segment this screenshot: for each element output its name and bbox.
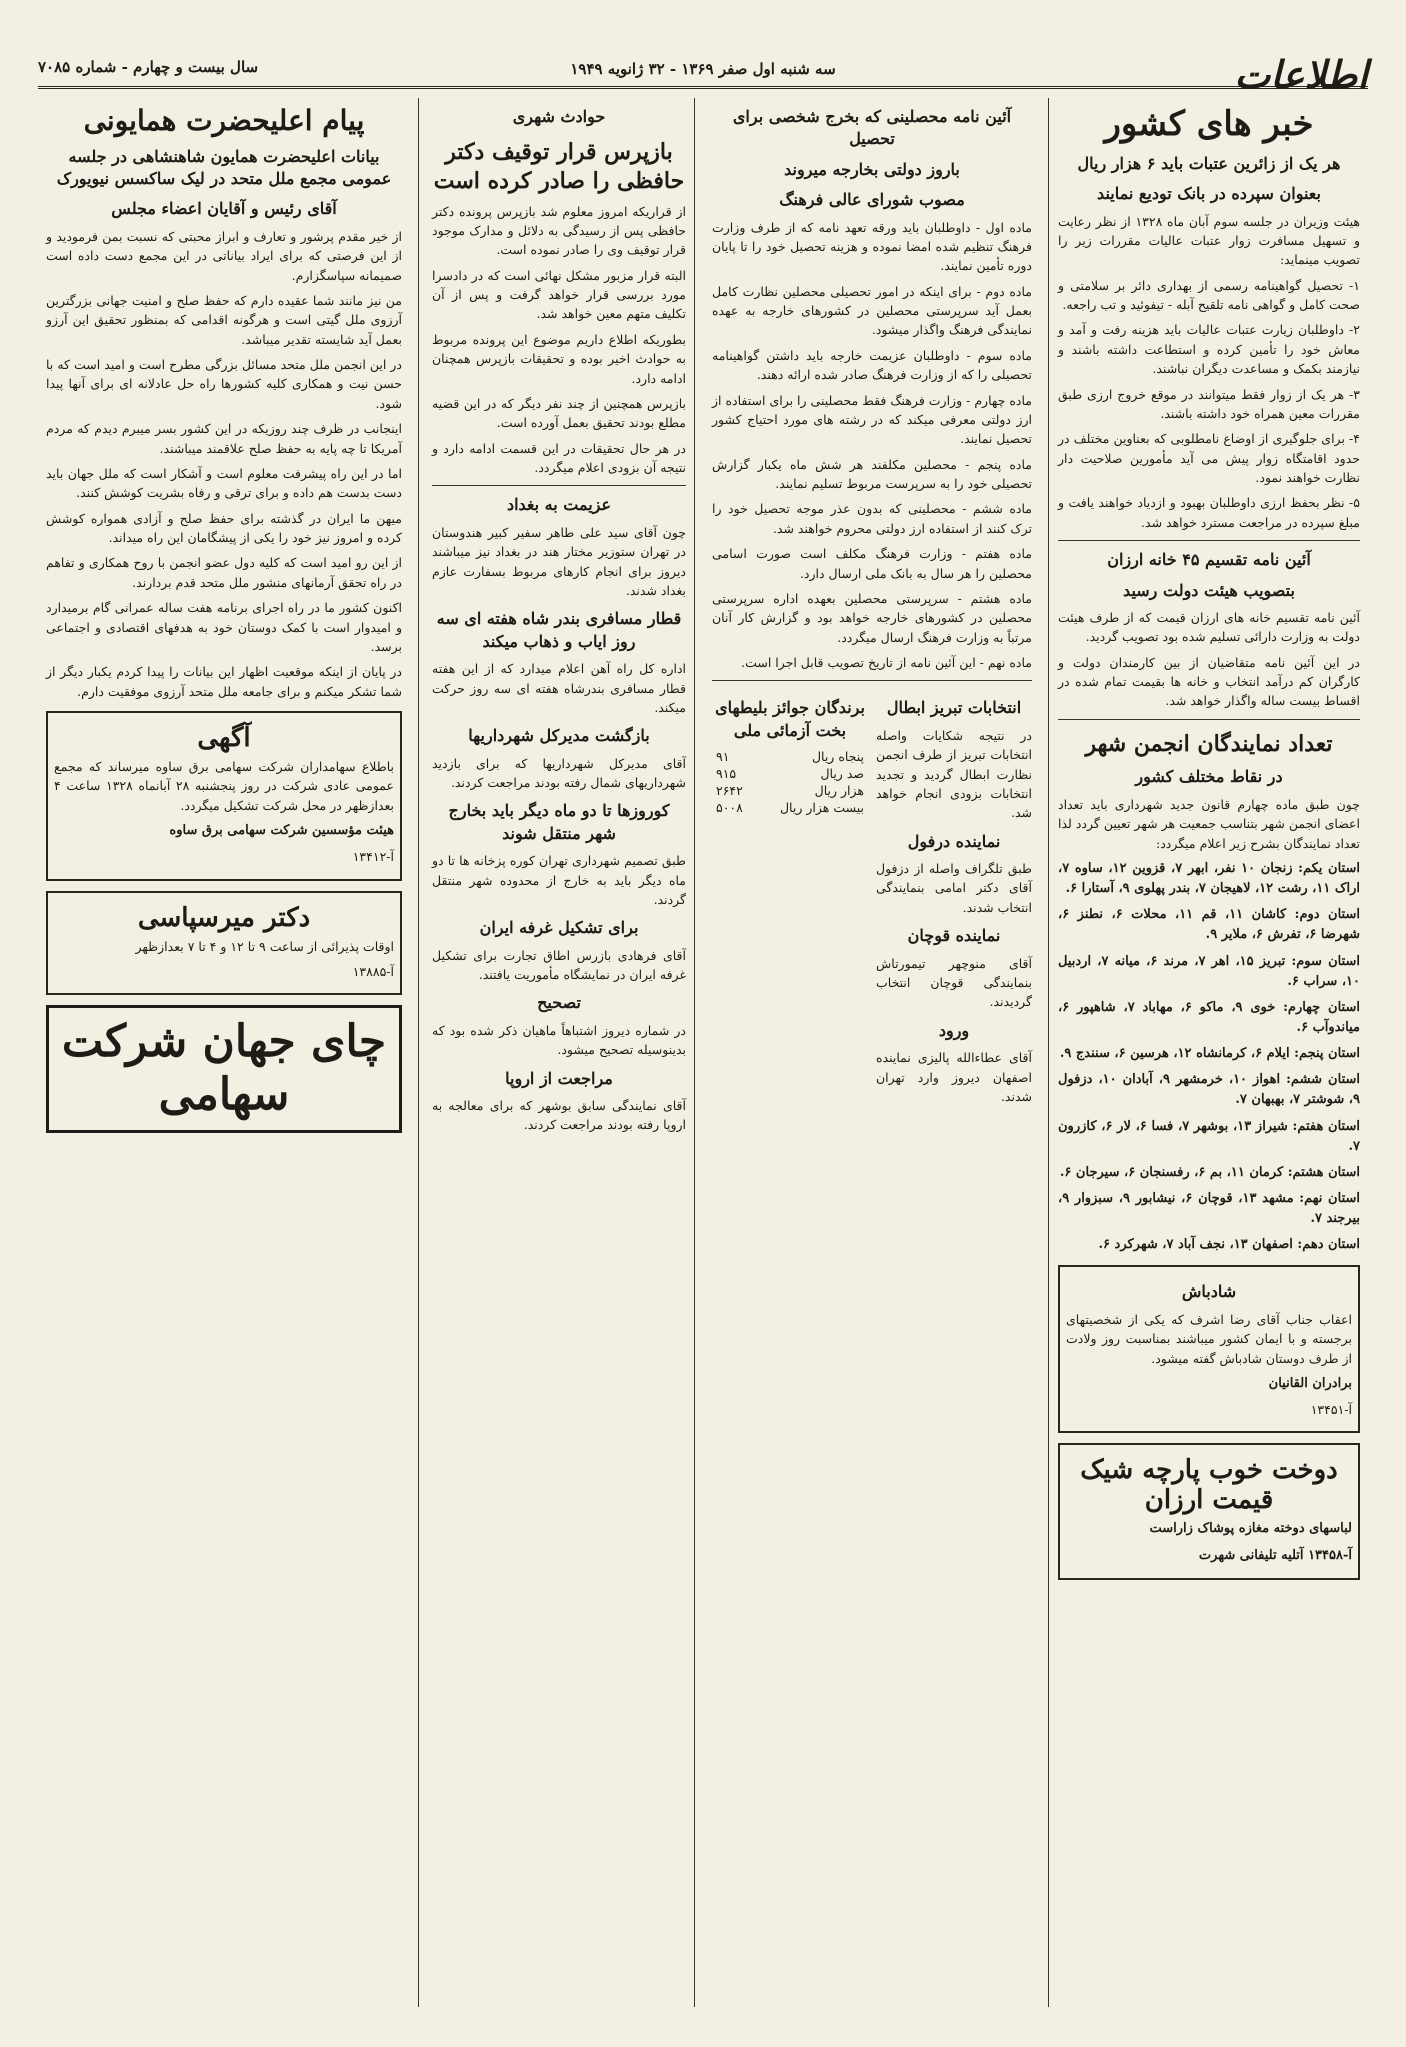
province-list: استان چهارم: خوی ۹، ماکو ۶، مهاباد ۷، شاهپور ۶، میاندوآب ۶. [1058, 999, 1360, 1035]
headline-housing-2: بتصویب هیئت دولت رسید [1123, 580, 1295, 600]
article-paragraph: چون طبق ماده چهارم قانون جدید شهرداری باید تعداد اعضای انجمن شهر بتناسب جمعیت هر شهر تعیین گردد لذا تعداد نمایندگان بشرح زیر اعلام میگردد: [1058, 796, 1360, 851]
column-national-news [1050, 98, 1368, 2007]
article-paragraph: میهن ما ایران در گذشته برای حفظ صلح و آزادی همواره کوشش کرده و امروز نیز خود را یکی از پیشگامان این راه میداند. [46, 510, 402, 546]
article-paragraph: در نتیجه شکایات واصله انتخابات تبریز از طرف انجمن نظارت ابطال گردید و تجدید انتخابات بزودی انجام خواهد شد. [876, 727, 1032, 821]
subheadline-royal: بیانات اعلیحضرت همایون شاهنشاهی در جلسه عمومی مجمع ملل متحد در لیک ساکسس نیویورک [56, 146, 392, 188]
article-paragraph: آقای فرهادی بازرس اطاق تجارت برای تشکیل غرفه ایران در نمایشگاه مأموریت یافتند. [432, 947, 686, 983]
article-paragraph: آقای نمایندگی سابق بوشهر که برای معالجه به اروپا رفته بودند مراجعت کردند. [432, 1097, 686, 1133]
headline-city-council: تعداد نمایندگان انجمن شهر [1085, 730, 1333, 757]
article-paragraph: از خیر مقدم پرشور و تعارف و ابراز محبتی که نسبت بمن فرمودید و از این فرصتی که برای ایراد بیاناتی در این مجمع دست داده است صمیمانه سپاسگزارم. [46, 228, 402, 283]
notice-number: آ-۱۳۴۱۲ [352, 849, 394, 865]
subheadline-royal-2: آقای رئیس و آقایان اعضاء مجلس [111, 199, 337, 219]
notice-text: باطلاع سهامداران شرکت سهامی برق ساوه میرساند که مجمع عمومی عادی شرکت در روز پنجشنبه ۲۸ آبانماه ۱۳۲۸ ساعت ۴ بعدازظهر در محل شرکت تشکیل میگردد. [54, 759, 394, 813]
headline-kilns: کوروزها تا دو ماه دیگر باید بخارج شهر منتقل شوند [448, 801, 670, 843]
headline-education: آئین نامه محصلینی که بخرج شخصی برای تحصیل [732, 107, 1012, 149]
headline-baghdad: عزیمت به بغداد [506, 495, 612, 515]
tailor-ad-line-2: آ-۱۳۴۵۸ آتلیه تلیفانی شهرت [1198, 1547, 1352, 1563]
issue-number: سال بیست و چهارم - شماره ۷۰۸۵ [38, 58, 259, 76]
province-list: استان هفتم: شیراز ۱۳، بوشهر ۷، فسا ۶، لار ۶، کازرون ۷. [1058, 1118, 1360, 1154]
article-paragraph: ماده سوم - داوطلبان عزیمت خارجه باید داشتن گواهینامه تحصیلی را که از وزارت فرهنگ صادر شده ارائه دهند. [712, 347, 1032, 383]
headline-royal-message: پیام اعلیحضرت همایونی [83, 104, 365, 137]
column-rule [1048, 98, 1049, 2007]
article-paragraph: ۲- داوطلبان زیارت عتبات عالیات باید هزینه رفت و آمد و معاش خود را تأمین کرده و استطاعت داشته باشند و نیازمند بکمک و مساعدت دیگران نباشند. [1058, 322, 1360, 377]
column-royal-message [38, 98, 410, 2007]
article-paragraph: اما در این راه پیشرفت معلوم است و آشکار است که ملل جهان باید دست بدست هم داده و برای ترقی و رفاه بشریت کوشش کنند. [46, 465, 402, 501]
article-paragraph: اداره کل راه آهن اعلام میدارد که از این هفته قطار مسافری بندرشاه هفته ای سه روز حرکت میکند. [432, 661, 686, 715]
section-title: خبر های کشور [1104, 104, 1314, 144]
congratulation-signature: برادران القانیان [1268, 1375, 1352, 1391]
province-list: استان نهم: مشهد ۱۳، قوچان ۶، نیشابور ۹، سبزوار ۹، بیرجند ۷. [1058, 1190, 1360, 1227]
article-paragraph: در این انجمن ملل متحد مسائل بزرگی مطرح است و امید است که با حسن نیت و همکاری کلیه کشورها راه حل عادلانه ای برای آنها پیدا شود. [46, 357, 402, 411]
article-paragraph: ۳- هر یک از زوار فقط میتوانند در موقع خروج ارزی طبق مقررات معین همراه خود داشته باشند. [1058, 386, 1360, 421]
article-paragraph: ماده دوم - برای اینکه در امور تحصیلی محصلین نظارت کامل بعمل آید سرپرستی محصلین در کشورهای خارجه به عهده نمایندگی فرهنگ واگذار میشود. [712, 283, 1032, 338]
province-list: استان هشتم: کرمان ۱۱، بم ۶، رفسنجان ۶، سیرجان ۶. [1059, 1164, 1360, 1180]
article-paragraph: در پایان از اینکه موقعیت اظهار این بیانات را پیدا کردم یکبار دیگر از شما تشکر میکنم و برای جامعه ملل متحد آرزوی موفقیت دارم. [46, 664, 402, 699]
headline-pilgrims-2: بعنوان سپرده در بانک تودیع نمایند [1097, 184, 1321, 204]
article-paragraph: طبق تصمیم شهرداری تهران کوره پزخانه ها تا دو ماه دیگر باید به خارج از محدوده شهر منتقل گردند. [432, 853, 686, 907]
divider [1058, 719, 1360, 720]
bottom-briefs [712, 689, 1032, 1112]
article-paragraph: ۴- برای جلوگیری از اوضاع نامطلوبی که بعناوین مختلف در حدود اقامتگاه زوار پیش می آید مأمورین صلاحیت دار نظارت خواهند نمود. [1058, 431, 1360, 486]
article-paragraph: از قراریکه امروز معلوم شد بازپرس پرونده دکتر حافظی پس از رسیدگی به دلائل و مدارک موجود قرار توقیف وی را صادر نموده است. [432, 203, 686, 258]
article-paragraph: اکنون کشور ما در راه اجرای برنامه هفت ساله عمرانی گام برمیدارد و امیدوار است با کمک دوستان خود به هدفهای اقتصادی و اجتماعی برسد. [46, 600, 402, 654]
headline-municipalities: بازگشت مدیرکل شهرداریها [468, 726, 650, 746]
article-paragraph: در شماره دیروز اشتباهاً ماهیان ذکر شده بود که بدینوسیله تصحیح میشود. [432, 1022, 686, 1058]
article-paragraph: ۱- تحصیل گواهینامه رسمی از بهداری دائر بر سلامتی و صحت کامل و گواهی نامه تلقیح آبله - تیفوئید و تب راجعه. [1058, 277, 1360, 313]
headline-education-3: مصوب شورای عالی فرهنگ [779, 190, 965, 210]
article-paragraph: بطوریکه اطلاع داریم موضوع این پرونده مربوط به حوادث اخیر بوده و تحقیقات بازپرس همچنان ادامه دارد. [432, 331, 686, 386]
article-paragraph: آقای عطاءالله پالیزی نماینده اصفهان دیروز وارد تهران شدند. [876, 1050, 1032, 1104]
newspaper-logo: اطلاعات [1234, 52, 1368, 97]
doctor-hours: اوقات پذیرائی از ساعت ۹ تا ۱۲ و ۴ تا ۷ بعدازظهر [135, 938, 394, 954]
headline-city-council-2: در نقاط مختلف کشور [1135, 767, 1283, 787]
congratulation-box [1058, 1265, 1360, 1433]
headline-tabriz-election: انتخابات تبریز ابطال [886, 698, 1022, 718]
province-list: استان دوم: کاشان ۱۱، قم ۱۱، محلات ۶، نطنز ۶، شهرضا ۶، تفرش ۶، ملایر ۹. [1058, 907, 1360, 943]
province-list: استان سوم: تبریز ۱۵، اهر ۷، مرند ۶، میانه ۷، اردبیل ۱۰، سراب ۶. [1058, 953, 1361, 989]
headline-lottery: برندگان جوائز بلیطهای بخت آزمائی ملی [715, 698, 865, 740]
province-list: استان ششم: اهواز ۱۰، خرمشهر ۹، آبادان ۱۰، دزفول ۹، شوشتر ۷، بهبهان ۷. [1058, 1072, 1360, 1108]
article-paragraph: ماده هفتم - وزارت فرهنگ مکلف است صورت اسامی محصلین را هر سال به بانک ملی ارسال دارد. [712, 546, 1032, 581]
article-paragraph: در این آئین نامه متقاضیان از بین کارمندان دولت و کارگران کم درآمد انتخاب و خانه ها بقیمت تمام شده در اقساط بیست ساله واگذار خواهد شد. [1058, 654, 1360, 709]
article-paragraph: البته قرار مزبور مشکل نهائی است که در دادسرا مورد بررسی قرار خواهد گرفت و پس از آن تکلیف متهم معین خواهد شد. [432, 267, 686, 322]
article-paragraph: ۵- نظر بحفظ ارزی داوطلبان بهبود و ازدیاد خواهند یافت و مبلغ سپرده در مراجعت مسترد خواهد شد. [1058, 495, 1360, 530]
article-paragraph: ماده نهم - این آئین نامه از تاریخ تصویب قابل اجرا است. [741, 655, 1032, 671]
headline-dezful: نماینده درفول [907, 831, 1001, 851]
province-list: استان دهم: اصفهان ۱۳، نجف آباد ۷، شهرکرد ۶. [1098, 1237, 1360, 1253]
headline-arrival: ورود [938, 1020, 970, 1040]
lottery-table [712, 748, 868, 816]
article-paragraph: ماده ششم - محصلینی که بدون عذر موجه تحصیل خود را ترک کنند از استفاده ارز دولتی محروم خواهند شد. [712, 501, 1032, 536]
tailor-ad-title: دوخت خوب پارچه شیک قیمت ارزان [1080, 1455, 1338, 1516]
masthead [38, 52, 1368, 97]
article-paragraph: چون آقای سید علی طاهر سفیر کبیر هندوستان در تهران ستوزیر مختار هند در بغداد نیز میباشند دیروز برای انجام کارهای مربوط بسفارت عازم بغداد شدند. [432, 524, 686, 598]
headline-doctor-arrest: بازپرس قرار توقیف دکتر حافظی را صادر کرده است [433, 139, 685, 194]
column-rule [694, 98, 695, 2007]
article-paragraph: ماده هشتم - سرپرستی محصلین بعهده اداره سرپرستی محصلین در کشورهای خارجه خواهد بود و گزارش کار آنان مرتباً به وزارت فرهنگ ارسال میگردد. [712, 590, 1032, 645]
article-paragraph: ماده اول - داوطلبان باید ورقه تعهد نامه که از طرف وزارت فرهنگ تنظیم شده امضا نموده و هزینه تحصیل خود را تا پایان دوره تأمین نمایند. [712, 219, 1032, 274]
article-paragraph: هیئت وزیران در جلسه سوم آبان ماه ۱۳۲۸ از نظر رعایت و تسهیل مسافرت زوار عتبات عالیات مقررات زیر را تصویب مینماید: [1058, 213, 1360, 268]
congratulation-title: شادباش [1181, 1282, 1237, 1302]
doctor-number: آ-۱۳۸۸۵ [352, 964, 394, 980]
notice-signature: هیئت مؤسسین شرکت سهامی برق ساوه [169, 823, 394, 839]
headline-chamber: برای تشکیل غرفه ایران [479, 918, 639, 938]
column-city-events [424, 98, 694, 2007]
column-rule [418, 98, 419, 2007]
province-list: استان یکم: زنجان ۱۰ نفر، ابهر ۷، قزوین ۱۲، ساوه ۷، اراک ۱۱، رشت ۱۲، لاهیجان ۷، بندر پهلوی ۹، آستارا ۶. [1058, 860, 1360, 897]
tea-company-ad: چای جهان شرکت سهامی [46, 1005, 402, 1133]
notice-title: آگهی [197, 723, 251, 754]
headline-quchan: نماینده قوچان [907, 926, 1001, 946]
section-kicker: حوادث شهری [512, 107, 606, 126]
brief-left [712, 689, 868, 1112]
headline-education-2: باروز دولتی بخارجه میروند [784, 159, 960, 179]
article-paragraph: ماده پنجم - محصلین مکلفند هر شش ماه یکبار گزارش تحصیلی خود را به سرپرست مربوط تسلیم نمایند. [712, 456, 1032, 492]
divider [432, 485, 686, 486]
congratulation-number: آ-۱۳۴۵۱ [1310, 1402, 1352, 1418]
congratulation-text: اعقاب جناب آقای رضا اشرف که یکی از شخصیتهای برجسته و با ایمان کشور میباشند بمناسبت روز ولادت از طرف دوستان شادباش گفته میشود. [1066, 1311, 1352, 1366]
doctor-name: دکتر میرسپاسی [137, 902, 311, 933]
lottery-row: صد ریال ۹۱۵ [716, 766, 864, 782]
headline-correction: تصحیح [537, 993, 581, 1013]
tailor-ad [1058, 1443, 1360, 1579]
article-paragraph: در هر حال تحقیقات در این قسمت ادامه دارد و نتیجه آن بزودی اعلام میگردد. [432, 440, 686, 476]
brief-right [876, 689, 1032, 1112]
doctor-ad [46, 891, 402, 996]
divider [712, 680, 1032, 681]
article-paragraph: بازپرس همچنین از چند نفر دیگر که در این قضیه مطلع بودند تحقیق بعمل آورده است. [432, 395, 686, 431]
headline-return: مراجعت از اروپا [505, 1068, 613, 1088]
lottery-row: بیست هزار ریال ۵۰۰۸ [716, 800, 864, 816]
headline-train: قطار مسافری بندر شاه هفته ای سه روز ایاب و ذهاب میکند [436, 609, 682, 651]
article-paragraph: آئین نامه تقسیم خانه های ارزان قیمت که از طرف هیئت دولت به وزارت دارائی تسلیم شده بود تصویب گردید. [1058, 609, 1360, 645]
article-paragraph: آقای منوچهر تیمورتاش بنمایندگی قوچان انتخاب گردیدند. [876, 955, 1032, 1010]
lottery-row: هزار ریال ۲۶۴۲ [716, 783, 864, 799]
lottery-row: پنجاه ریال ۹۱ [716, 749, 864, 765]
article-paragraph: من نیز مانند شما عقیده دارم که حفظ صلح و امنیت جهانی بزرگترین آرزوی ملل گیتی است و هرگونه اقدامی که بمنظور تحقیق این آرزو بعمل آید شایسته تقدیر میباشد. [46, 292, 402, 347]
tailor-ad-line: لباسهای دوخته مغازه پوشاک زاراست [1149, 1521, 1352, 1537]
headline-pilgrims: هر یک از زائرین عتبات باید ۶ هزار ریال [1077, 153, 1341, 173]
article-paragraph: آقای مدیرکل شهرداریها که برای بازدید شهرداریهای شمال رفته بودند مراجعت کردند. [432, 755, 686, 791]
notice-ad [46, 711, 402, 881]
headline-housing: آئین نامه تقسیم ۴۵ خانه ارزان [1107, 550, 1311, 570]
article-paragraph: طبق تلگراف واصله از دزفول آقای دکتر امامی بنمایندگی انتخاب شدند. [876, 861, 1032, 915]
column-education [704, 98, 1040, 2007]
province-list: استان پنجم: ایلام ۶، کرمانشاه ۱۲، هرسین ۶، سنندج ۹. [1059, 1046, 1360, 1062]
article-paragraph: ماده چهارم - وزارت فرهنگ فقط محصلینی را برای استفاده از ارز دولتی معرفی میکند که در رشته های مورد احتیاج کشور تحصیل نمایند. [712, 392, 1032, 447]
article-paragraph: از این رو امید است که کلیه دول عضو انجمن با روح همکاری و تفاهم در راه تحقق آرمانهای منشور ملل متحد قدم بردارند. [46, 555, 402, 590]
date-line: سه شنبه اول صفر ۱۳۶۹ - ۳۲ ژانویه ۱۹۴۹ [570, 60, 836, 78]
divider [1058, 540, 1360, 541]
article-paragraph: اینجانب در ظرف چند روزیکه در این کشور بسر میبرم دیدم که مردم آمریکا تا چه پایه به حفظ صلح علاقمند میباشند. [46, 421, 402, 456]
